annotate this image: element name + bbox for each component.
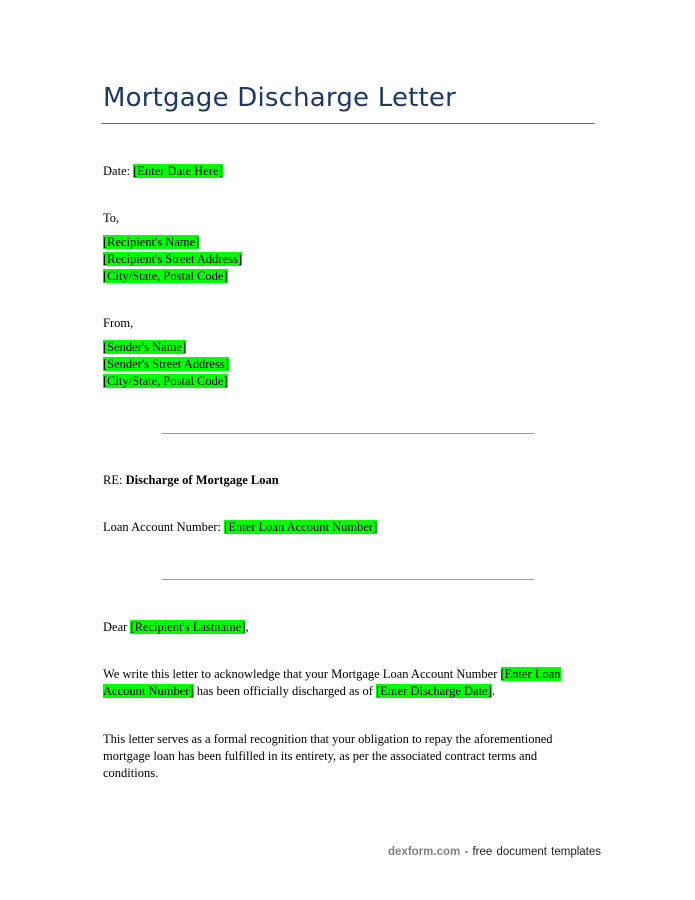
recipient-city-field[interactable]: [City/State, Postal Code] [103,269,228,283]
sender-name-line [103,339,186,356]
date-field[interactable]: [Enter Date Here] [133,164,223,178]
document-title: Mortgage Discharge Letter [103,83,457,113]
footer-site-link[interactable]: dexform.com [388,846,461,858]
paragraph-line [103,666,595,683]
re-subject: Discharge of Mortgage Loan [125,473,279,487]
paragraph-text: has been officially discharged as of [196,684,373,698]
paragraph-text: We write this letter to acknowledge that your Mortgage Loan Account Number [103,667,498,681]
recipient-name-field[interactable]: [Recipient's Name] [103,235,200,249]
paragraph-line: conditions. [103,766,159,780]
paragraph-line [103,683,595,700]
sender-city-line [103,373,228,390]
recipient-name-line [103,234,199,251]
sender-city-field[interactable]: [City/State, Postal Code] [103,374,228,388]
loan-account-field[interactable]: [Enter Loan Account Number] [224,520,378,534]
separator-line [162,433,534,434]
loan-account-label: Loan Account Number: [103,520,222,534]
salutation-suffix: , [245,620,249,634]
re-line [103,472,279,489]
from-label: From, [103,316,134,330]
loan-account-line [103,519,377,536]
loan-account-field-inline[interactable]: [Enter Loan [500,667,561,681]
recipient-city-line [103,268,228,285]
discharge-date-field[interactable]: [Enter Discharge Date] [376,684,492,698]
paragraph-period: . [491,684,495,698]
salutation-line [103,619,249,636]
loan-account-field-inline-cont[interactable]: Account Number] [103,684,194,698]
paragraph-line: mortgage loan has been fulfilled in its entirety, as per the associated contract terms and [103,749,538,763]
footer [388,846,601,858]
sender-address-line [103,356,229,373]
paragraph-line: This letter serves as a formal recognition that your obligation to repay the aforementioned [103,732,553,746]
salutation-prefix: Dear [103,620,128,634]
separator-line [162,579,534,580]
title-underline [101,123,595,124]
footer-text: - free document templates [460,846,602,858]
recipient-address-line [103,251,242,268]
acknowledgement-paragraph [103,666,595,700]
to-label: To, [103,211,120,225]
date-label: Date: [103,164,131,178]
recipient-lastname-field[interactable]: [Recipient's Lastname] [130,620,246,634]
sender-name-field[interactable]: [Sender's Name] [103,340,187,354]
recipient-address-field[interactable]: [Recipient's Street Address] [103,252,243,266]
recognition-paragraph [103,731,595,782]
re-label: RE: [103,473,123,487]
sender-address-field[interactable]: [Sender's Street Address] [103,357,229,371]
date-line [103,163,223,180]
